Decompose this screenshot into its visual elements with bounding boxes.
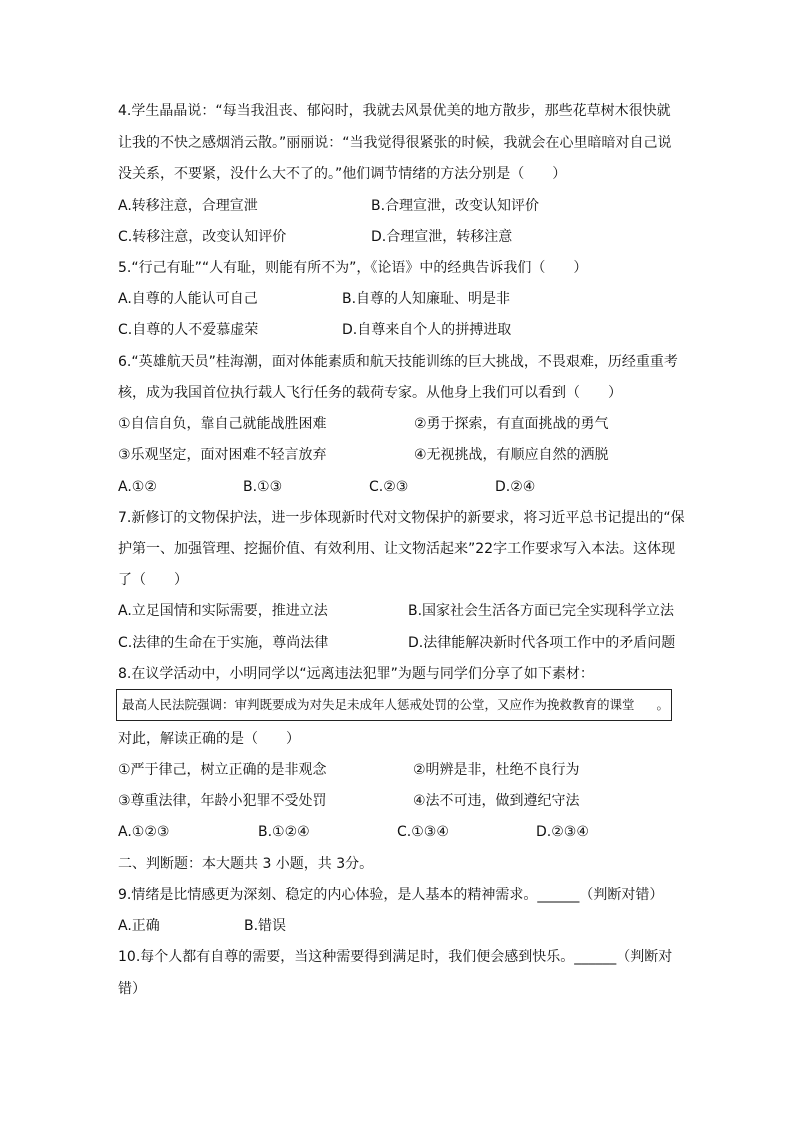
q6-option-c: C.②③: [369, 479, 409, 495]
q7-stem-line-3: 了（ ）: [118, 572, 188, 588]
q6-statement-1: ①自信自负，靠自己就能战胜困难: [118, 416, 327, 432]
q4-stem-line-3: 没关系，不要紧，没什么大不了的。”他们调节情绪的方法分别是（ ）: [118, 166, 567, 182]
q8-stem-line-1: 8.在议学活动中，小明同学以“远离违法犯罪”为题与同学们分享了如下素材：: [118, 666, 594, 682]
q9-option-b: B.错误: [244, 918, 287, 934]
q6-option-a: A.①②: [118, 479, 157, 495]
q8-option-c: C.①③④: [397, 824, 449, 840]
q7-option-b: B.国家社会生活各方面已完全实现科学立法: [408, 603, 675, 619]
q8-material-box: [116, 689, 672, 721]
q8-statement-1: ①严于律己，树立正确的是非观念: [118, 762, 327, 778]
q4-option-c: C.转移注意，改变认知评价: [118, 229, 287, 245]
q6-option-d: D.②④: [495, 479, 536, 495]
q7-stem-line-2: 护第一、加强管理、挖掘价值、有效利用、让文物活起来”22字工作要求写入本法。这体现: [118, 541, 676, 557]
q6-statement-4: ④无视挑战，有顺应自然的洒脱: [414, 447, 609, 463]
section-2-heading: 二、判断题：本大题共 3 小题，共 3分。: [118, 856, 374, 872]
q9-stem-line-1: 9.情绪是比情感更为深刻、稳定的内心体验，是人基本的精神需求。______（判断对错）: [118, 887, 664, 903]
q8-statement-3: ③尊重法律，年龄小犯罪不受处罚: [118, 793, 327, 809]
q5-option-d: D.自尊来自个人的拼搏进取: [342, 322, 512, 338]
q5-stem-line-1: 5.“行己有耻”“人有耻，则能有所不为”，《论语》中的经典告诉我们（ ）: [118, 260, 588, 276]
q8-statement-2: ②明辨是非，杜绝不良行为: [413, 762, 580, 778]
q8-material-text: 最高人民法院强调：审判既要成为对失足未成年人惩戒处罚的公堂，又应作为挽救教育的课堂: [122, 697, 635, 712]
q4-stem-line-2: 让我的不快之感烟消云散。”丽丽说：“当我觉得很紧张的时候，我就会在心里暗暗对自己说: [118, 135, 672, 151]
q7-option-a: A.立足国情和实际需要，推进立法: [118, 603, 328, 619]
q6-stem-line-2: 核，成为我国首位执行载人飞行任务的载荷专家。从他身上我们可以看到（ ）: [118, 385, 622, 401]
q6-stem-line-1: 6.“英雄航天员”桂海潮，面对体能素质和航天技能训练的巨大挑战，不畏艰难，历经重重考: [118, 354, 678, 370]
q8-option-b: B.①②④: [258, 824, 310, 840]
q8-option-a: A.①②③: [118, 824, 170, 840]
q4-option-a: A.转移注意，合理宣泄: [118, 198, 258, 214]
q4-stem-line-1: 4.学生晶晶说：“每当我沮丧、郁闷时，我就去风景优美的地方散步，那些花草树木很快就: [118, 103, 671, 119]
q8-option-d: D.②③④: [536, 824, 589, 840]
q4-option-b: B.合理宣泄，改变认知评价: [371, 198, 540, 214]
q8-material-end: 。: [656, 697, 669, 712]
q8-stem-line-2: 对此，解读正确的是（ ）: [118, 731, 300, 747]
q6-statement-2: ②勇于探索，有直面挑战的勇气: [414, 416, 609, 432]
q8-statement-4: ④法不可违，做到遵纪守法: [413, 793, 580, 809]
q5-option-a: A.自尊的人能认可自己: [118, 291, 258, 307]
q7-option-d: D.法律能解决新时代各项工作中的矛盾问题: [408, 635, 676, 651]
q10-stem-line-1: 10.每个人都有自尊的需要，当这种需要得到满足时，我们便会感到快乐。______（判断对: [118, 949, 673, 965]
q10-stem-line-2: 错）: [118, 981, 146, 997]
q5-option-c: C.自尊的人不爱慕虚荣: [118, 322, 259, 338]
q7-option-c: C.法律的生命在于实施，尊尚法律: [118, 635, 329, 651]
q6-option-b: B.①③: [243, 479, 283, 495]
q7-stem-line-1: 7.新修订的文物保护法，进一步体现新时代对文物保护的新要求，将习近平总书记提出的“保: [118, 510, 685, 526]
q5-option-b: B.自尊的人知廉耻、明是非: [342, 291, 511, 307]
q9-option-a: A.正确: [118, 918, 160, 934]
q6-statement-3: ③乐观坚定，面对困难不轻言放弃: [118, 447, 327, 463]
q4-option-d: D.合理宣泄，转移注意: [371, 229, 513, 245]
